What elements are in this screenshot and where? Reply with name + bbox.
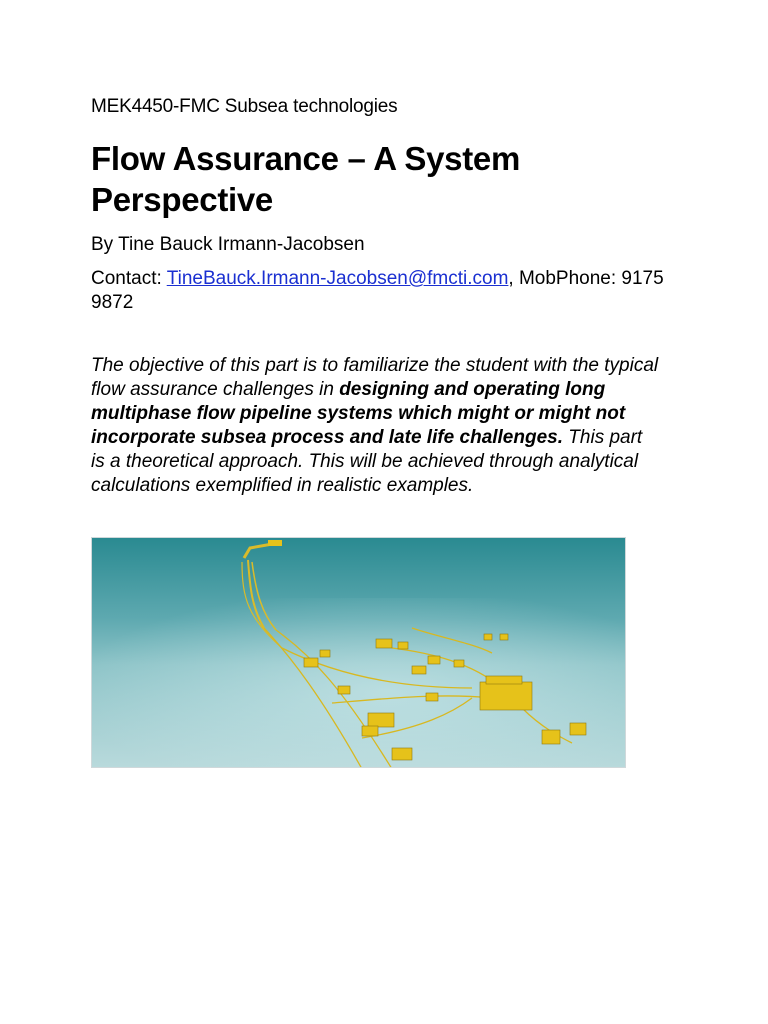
author-line: By Tine Bauck Irmann-Jacobsen [91,234,365,255]
email-link[interactable]: TineBauck.Irmann-Jacobsen@fmcti.com [166,268,509,289]
abstract-emphasis: designing and operating long multiphase flow pipeline systems which might or might not incorporate subsea process and late life challenges. [91,379,626,448]
course-header: MEK4450-FMC Subsea technologies [91,96,398,117]
abstract-text-end: This part is a theoretical approach. This will be achieved through analytical calculations exemplified in realistic examples. [91,427,643,496]
contact-line [91,267,691,315]
subsea-field-figure [91,537,626,768]
abstract-paragraph [91,354,661,498]
contact-prefix: Contact: [91,268,167,289]
document-title: Flow Assurance – A System Perspective [91,140,520,218]
contact-phone: , MobPhone: 9175 9872 [91,268,664,313]
subsea-field-illustration [92,538,626,768]
abstract-text-start: The objective of this part is to familiarize the student with the typical flow assurance challenges in [91,355,659,400]
